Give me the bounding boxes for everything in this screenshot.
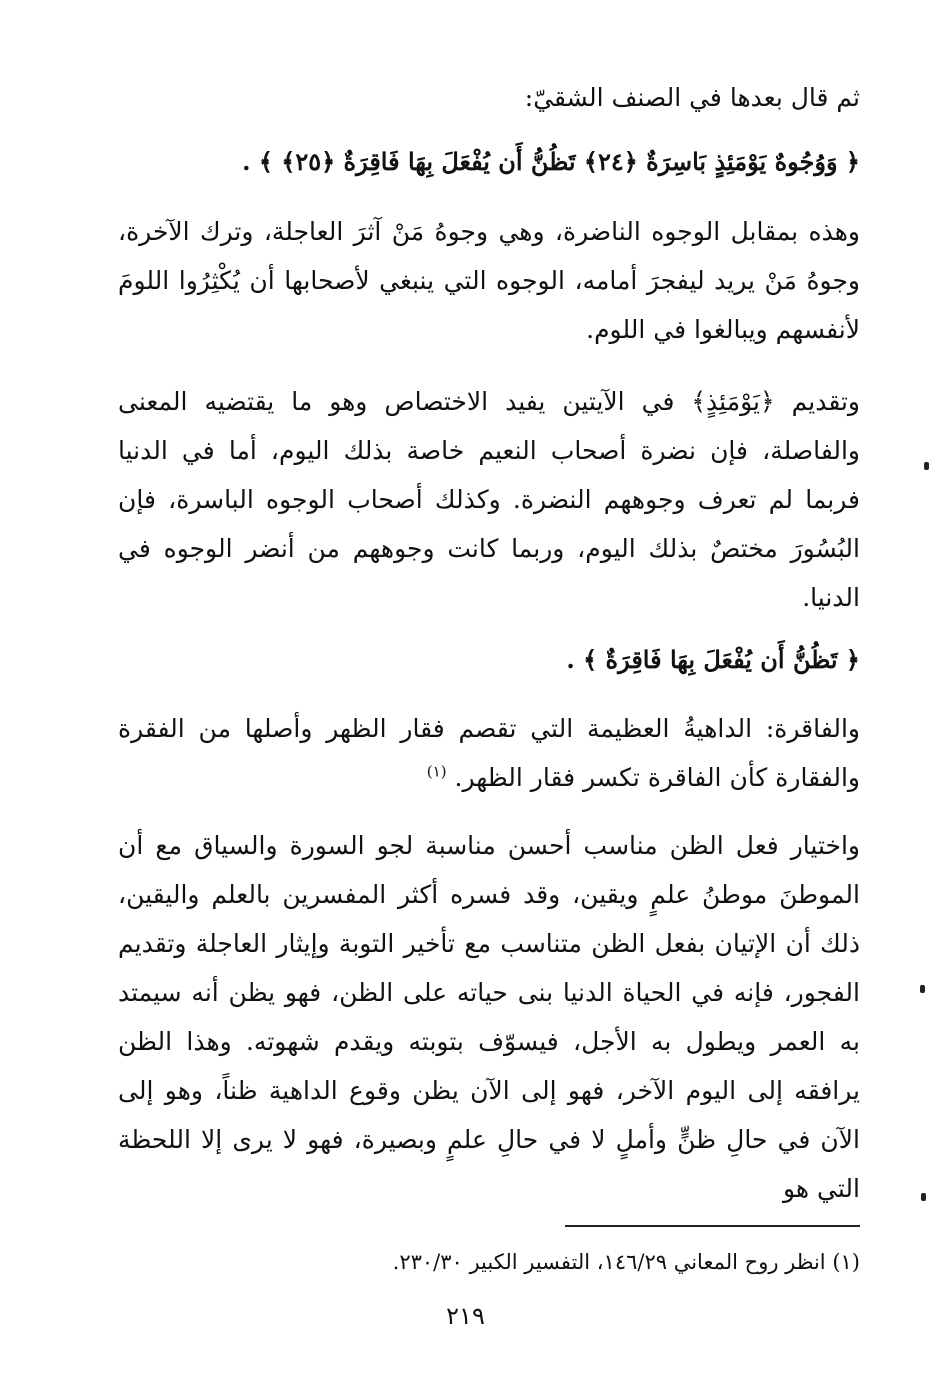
footnote-ref: (١) (426, 762, 447, 781)
margin-mark (924, 462, 929, 470)
page-number: ٢١٩ (446, 1302, 485, 1330)
paragraph-faqira-definition (118, 704, 860, 802)
quran-verse-24-25: ﴿ وَوُجُوهٌ يَوْمَئِذٍ بَاسِرَةٌ ﴿٢٤﴾ تَظُنُّ أَن يُفْعَلَ بِهَا فَاقِرَةٌ ﴿٢٥﴾ ﴾ . (242, 147, 860, 176)
footnote: (١) انظر روح المعاني ١٤٦/٢٩، التفسير الكبير ٢٣٠/٣٠. (392, 1250, 860, 1274)
intro-line: ثم قال بعدها في الصنف الشقيّ: (524, 83, 860, 112)
paragraph-word-order: وتقديم ﴿يَوْمَئِذٍ﴾ في الآيتين يفيد الاختصاص وهو ما يقتضيه المعنى والفاصلة، فإن نضرة أصحاب النعيم خاصة بذلك اليوم، أما في الدنيا فربما لم تعرف وجوههم النضرة. وكذلك أصحاب الوجوه الباسرة، فإن البُسُورَ مختصٌ بذلك اليوم، وربما كانت وجوههم من أنضر الوجوه في الدنيا. (118, 387, 860, 612)
footnote-separator (565, 1225, 860, 1227)
quran-verse-25: ﴿ تَظُنُّ أَن يُفْعَلَ بِهَا فَاقِرَةٌ ﴾ . (566, 645, 860, 674)
faqira-definition-text: والفاقرة: الداهيةُ العظيمة التي تقصم فقار الظهر وأصلها من الفقرة والفقارة كأن الفاقرة تكسر فقار الظهر. (118, 714, 860, 792)
margin-mark (920, 985, 925, 993)
margin-mark (921, 1193, 926, 1201)
paragraph-verb-choice: واختيار فعل الظن مناسب أحسن مناسبة لجو السورة والسياق مع أن الموطنَ موطنُ علمٍ ويقين، وقد فسره أكثر المفسرين بالعلم واليقين، ذلك أن الإتيان بفعل الظن متناسب مع تأخير التوبة وإيثار العاجلة وتقديم الفجور، فإنه في الحياة الدنيا بنى حياته على الظن، فهو يظن أنه سيمتد به العمر ويطول به الأجل، فيسوّف بتوبته ويقدم شهوته. وهذا الظن يرافقه إلى اليوم الآخر، فهو إلى الآن يظن وقوع الداهية ظناً، وهو إلى الآن في حالِ ظنٍّ وأملٍ لا في حالِ علمٍ وبصيرة، فهو لا يرى إلا اللحظة التي هو (118, 831, 860, 1203)
paragraph-contrast-faces: وهذه بمقابل الوجوه الناضرة، وهي وجوهُ مَنْ آثرَ العاجلة، وترك الآخرة، وجوهُ مَنْ يريد ليفجرَ أمامه، الوجوه التي ينبغي لأصحابها أن يُكْثِرُوا اللومَ لأنفسهم ويبالغوا في اللوم. (118, 217, 860, 344)
